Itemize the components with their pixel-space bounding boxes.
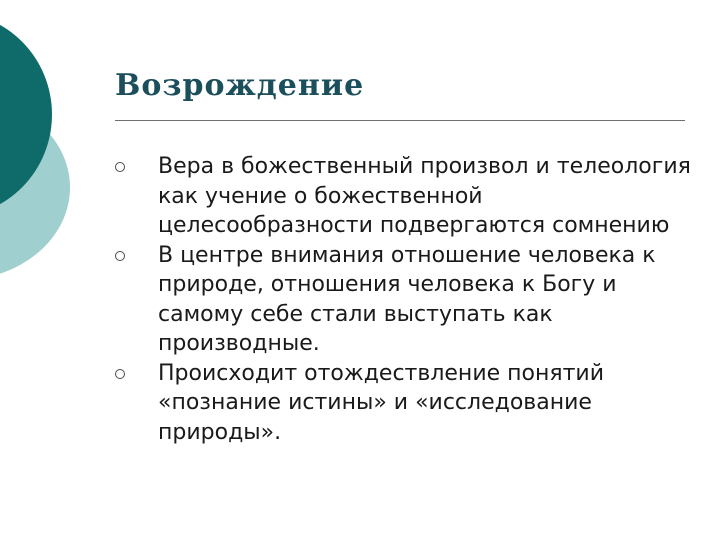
bullet-text: Происходит отождествление понятий «познание истины» и «исследование природы». (158, 360, 605, 445)
bullet-item (115, 359, 695, 448)
bullet-text: В центре внимания отношение человека к природе, отношения человека к Богу и самому себе стали выступать как производные. (158, 242, 656, 356)
bullet-item (115, 241, 695, 359)
hollow-circle-bullet-icon (115, 251, 125, 261)
title-divider (115, 120, 685, 121)
slide-title: Возрождение (115, 68, 365, 103)
bullet-text: Вера в божественный произвол и телеология как учение о божественной целесообразности подвергаются сомнению (158, 154, 691, 238)
bullet-item (115, 152, 695, 241)
hollow-circle-bullet-icon (115, 162, 125, 172)
bullet-list (115, 152, 695, 447)
hollow-circle-bullet-icon (115, 369, 125, 379)
